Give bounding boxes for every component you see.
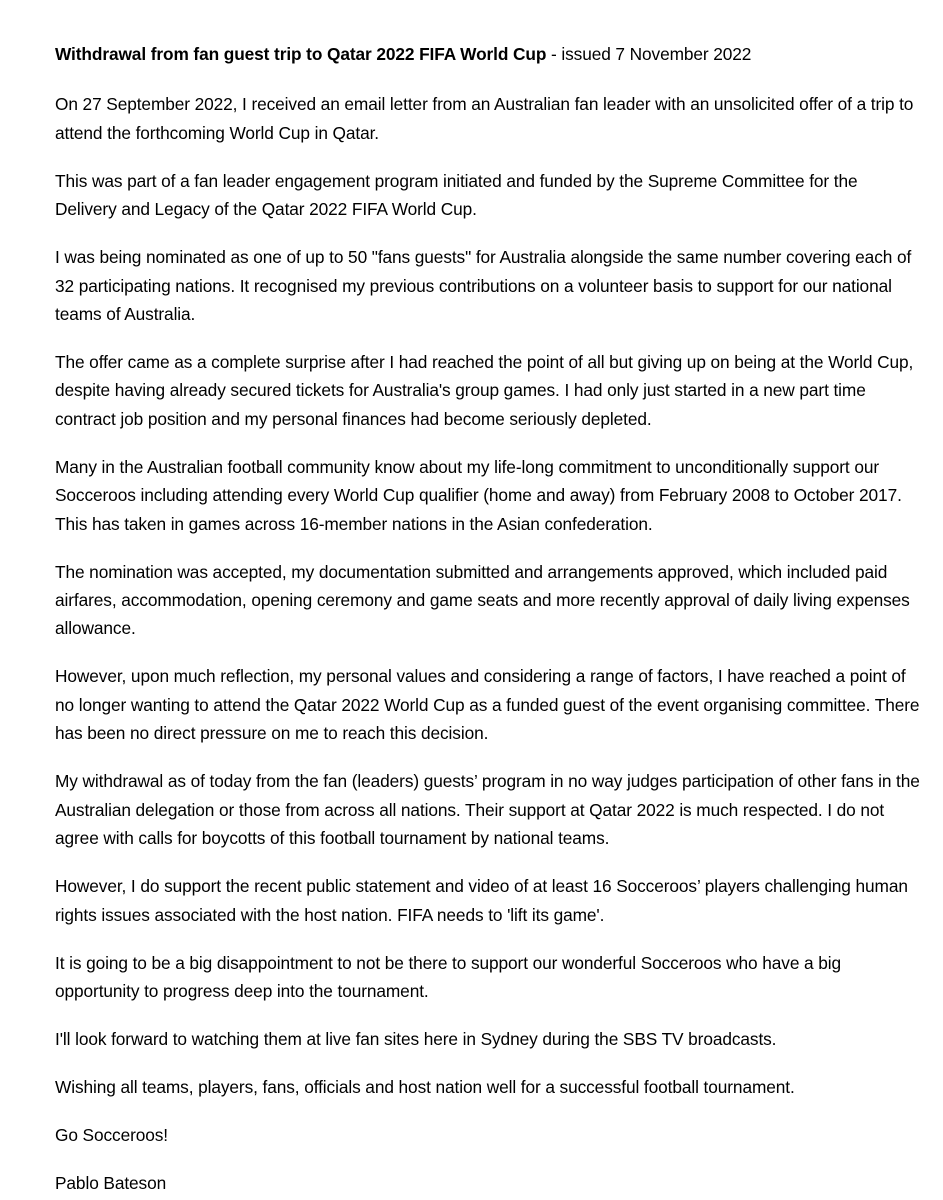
- paragraph-program: This was part of a fan leader engagement program initiated and funded by the Supreme Committee for the Delivery and Legacy of the Qatar 2022 FIFA World Cup.: [55, 170, 858, 220]
- paragraph-received-offer: On 27 September 2022, I received an email letter from an Australian fan leader with an unsolicited offer of a trip to attend the forthcoming World Cup in Qatar.: [55, 94, 914, 143]
- paragraph-watching: I'll look forward to watching them at live fan sites here in Sydney during the SBS TV broadcasts.: [55, 1028, 777, 1049]
- paragraph-arrangements: The nomination was accepted, my documentation submitted and arrangements approved, which included paid airfares, accommodation, opening ceremony and game seats and more recently approval of daily living expenses allowance.: [55, 561, 910, 639]
- document-title: Withdrawal from fan guest trip to Qatar 2022 FIFA World Cup: [55, 44, 547, 64]
- issue-date: - issued 7 November 2022: [546, 44, 752, 64]
- signature-name: Pablo Bateson: [55, 1172, 167, 1193]
- paragraph-surprise: The offer came as a complete surprise after I had reached the point of all but giving up on being at the World Cup, despite having already secured tickets for Australia's group games. I had only just started in a new part time contract job position and my personal finances had become seriously depleted.: [55, 352, 914, 429]
- paragraph-disappointment: It is going to be a big disappointment to not be there to support our wonderful Socceroos who have a big opportunity to progress deep into the tournament.: [55, 952, 842, 1001]
- paragraph-commitment: Many in the Australian football community know about my life-long commitment to unconditionally support our Socceroos including attending every World Cup qualifier (home and away) from February 2008 to October 2017. This has taken in games across 16-member nations in the Asian confederation.: [55, 456, 902, 534]
- paragraph-nomination: I was being nominated as one of up to 50 "fans guests" for Australia alongside the same number covering each of 32 participating nations. It recognised my previous contributions on a volunteer basis to support for our national teams of Australia.: [55, 247, 912, 325]
- document-header: [55, 40, 923, 68]
- paragraph-wishes: Wishing all teams, players, fans, officials and host nation well for a successful football tournament.: [55, 1076, 795, 1097]
- paragraph-support-statement: However, I do support the recent public statement and video of at least 16 Socceroos’ players challenging human rights issues associated with the host nation. FIFA needs to 'lift its game'.: [55, 876, 908, 925]
- paragraph-decision: However, upon much reflection, my personal values and considering a range of factors, I have reached a point of no longer wanting to attend the Qatar 2022 World Cup as a funded guest of the event organising committee. There has been no direct pressure on me to reach this decision.: [55, 666, 920, 744]
- paragraph-go-socceroos: Go Socceroos!: [55, 1124, 169, 1145]
- paragraph-withdrawal: My withdrawal as of today from the fan (leaders) guests’ program in no way judges participation of other fans in the Australian delegation or those from across all nations. Their support at Qatar 2022 is much respected. I do not agree with calls for boycotts of this football tournament by national teams.: [55, 771, 920, 849]
